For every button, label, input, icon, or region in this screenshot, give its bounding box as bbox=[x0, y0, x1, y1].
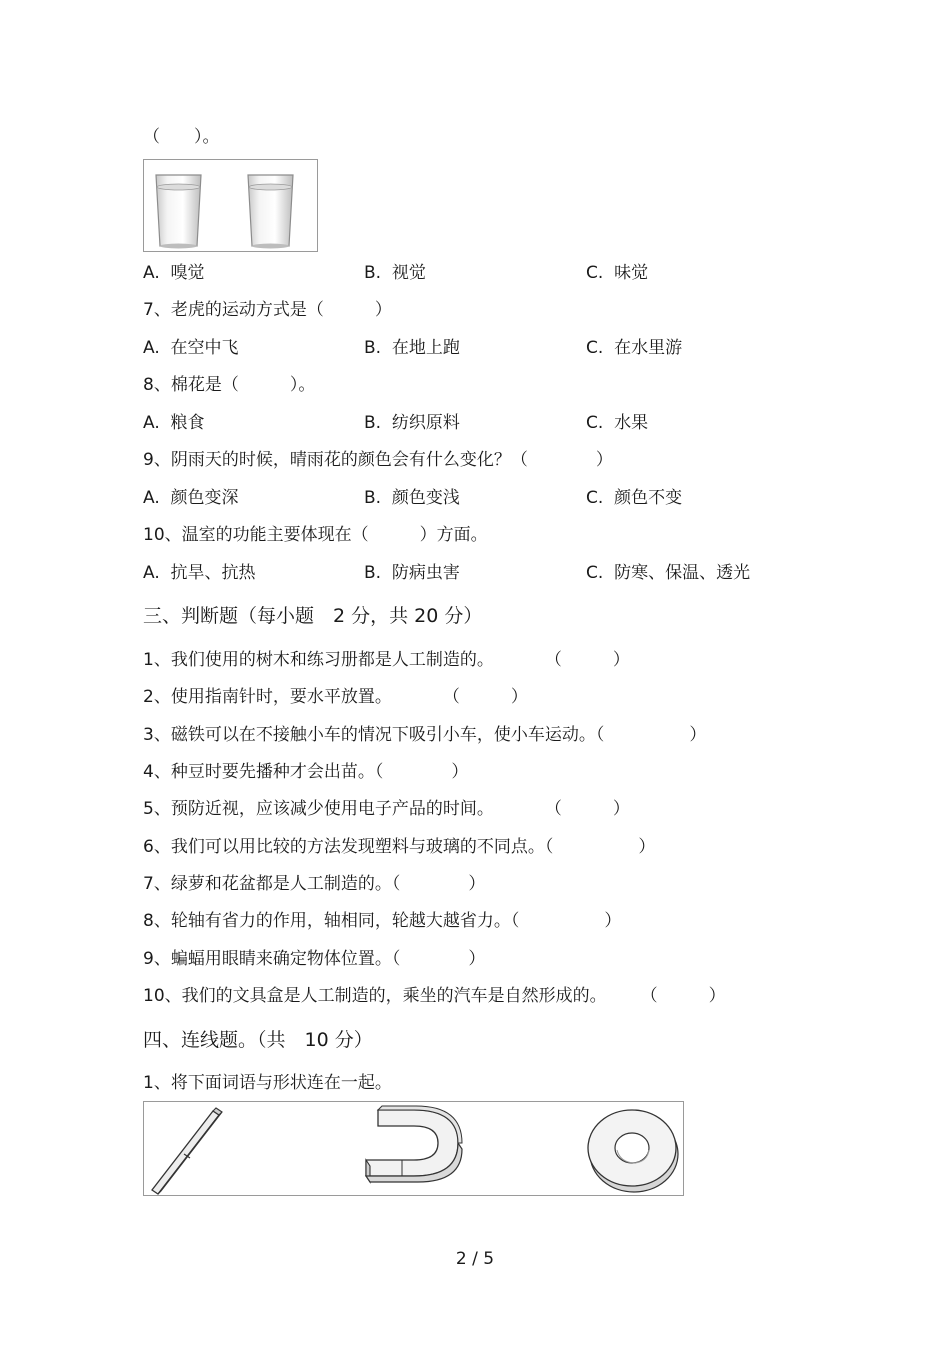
judge-item-8: 8、轮轴有省力的作用，轴相同，轮越大越省力。（ ） bbox=[143, 911, 622, 931]
q8-option-c: C. 水果 bbox=[586, 413, 649, 433]
judge-item-10: 10、我们的文具盒是人工制造的，乘坐的汽车是自然形成的。 （ ） bbox=[143, 986, 726, 1006]
q9-option-c: C. 颜色不变 bbox=[586, 488, 683, 508]
q6-option-a: A. 嗅觉 bbox=[143, 263, 205, 283]
ring-magnet-icon bbox=[588, 1110, 678, 1192]
q9-option-b: B. 颜色变浅 bbox=[364, 488, 460, 508]
q10-option-b: B. 防病虫害 bbox=[364, 563, 460, 583]
judge-item-5: 5、预防近视，应该减少使用电子产品的时间。 （ ） bbox=[143, 799, 630, 819]
q6-option-b: B. 视觉 bbox=[364, 263, 426, 283]
s4-q1-text: 1、将下面词语与形状连在一起。 bbox=[143, 1073, 392, 1093]
section4-title: 四、连线题。（共 10 分） bbox=[143, 1029, 373, 1051]
q6-option-c: C. 味觉 bbox=[586, 263, 649, 283]
glass-right-icon bbox=[248, 175, 293, 249]
shapes-illustration bbox=[144, 1102, 685, 1197]
page-number: 2 / 5 bbox=[455, 1249, 495, 1269]
q7-option-c: C. 在水里游 bbox=[586, 338, 683, 358]
q10-option-a: A. 抗旱、抗热 bbox=[143, 563, 256, 583]
q7-text: 7、老虎的运动方式是（ ） bbox=[143, 300, 392, 320]
q8-option-a: A. 粮食 bbox=[143, 413, 205, 433]
water-glasses-illustration bbox=[144, 160, 319, 253]
judge-item-6: 6、我们可以用比较的方法发现塑料与玻璃的不同点。（ ） bbox=[143, 837, 656, 857]
q8-text: 8、棉花是（ ）。 bbox=[143, 375, 316, 395]
bar-magnet-icon bbox=[152, 1108, 222, 1194]
q10-text: 10、温室的功能主要体现在（ ）方面。 bbox=[143, 525, 488, 545]
judge-item-4: 4、种豆时要先播种才会出苗。（ ） bbox=[143, 762, 469, 782]
q9-text: 9、阴雨天的时候，晴雨花的颜色会有什么变化？（ ） bbox=[143, 450, 613, 470]
judge-item-7: 7、绿萝和花盆都是人工制造的。（ ） bbox=[143, 874, 486, 894]
judge-item-9: 9、蝙蝠用眼睛来确定物体位置。（ ） bbox=[143, 949, 486, 969]
judge-item-2: 2、使用指南针时，要水平放置。 （ ） bbox=[143, 687, 528, 707]
q9-option-a: A. 颜色变深 bbox=[143, 488, 239, 508]
judge-item-3: 3、磁铁可以在不接触小车的情况下吸引小车，使小车运动。（ ） bbox=[143, 725, 707, 745]
q7-option-b: B. 在地上跑 bbox=[364, 338, 460, 358]
u-magnet-icon bbox=[366, 1106, 462, 1182]
q10-option-c: C. 防寒、保温、透光 bbox=[586, 563, 751, 583]
q6-tail: （ ）。 bbox=[143, 127, 220, 147]
shapes-image bbox=[143, 1101, 684, 1196]
q8-option-b: B. 纺织原料 bbox=[364, 413, 460, 433]
section3-title: 三、判断题（每小题 2 分，共 20 分） bbox=[143, 605, 483, 627]
q7-option-a: A. 在空中飞 bbox=[143, 338, 239, 358]
glass-left-icon bbox=[156, 175, 201, 249]
judge-item-1: 1、我们使用的树木和练习册都是人工制造的。 （ ） bbox=[143, 650, 630, 670]
water-glasses-image bbox=[143, 159, 318, 252]
